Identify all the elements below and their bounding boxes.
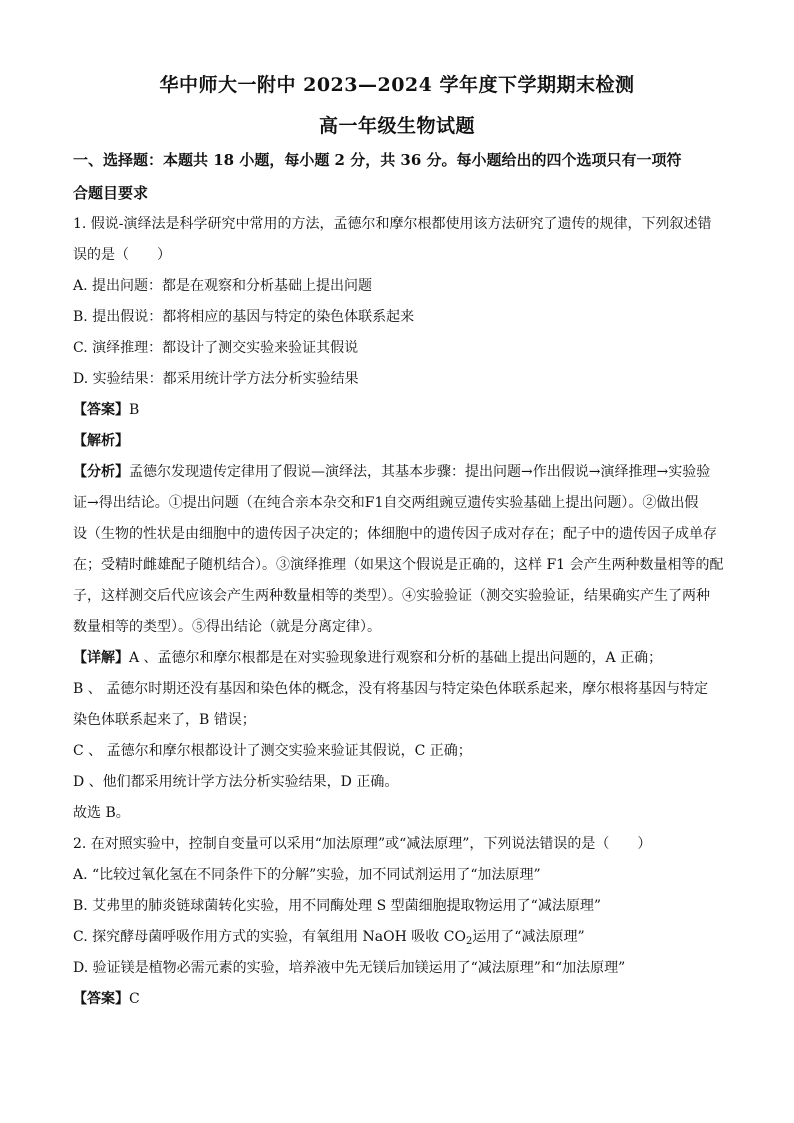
answer-tag: 【答案】 [73,402,129,418]
q1-xiangjie-line3: 染色体联系起来了，B 错误； [73,712,256,728]
q2-option-c-text: C. 探究酵母菌呼吸作用方式的实验，有氧组用 NaOH 吸收 CO [73,929,466,945]
q1-fenxi-line6: 数量相等的类型）。⑤得出结论（就是分离定律）。 [73,619,381,635]
fenxi-tag: 【分析】 [73,464,129,480]
q1-xiangjie-line2: B 、 孟德尔时期还没有基因和染色体的概念，没有将基因与特定染色体联系起来，摩尔根将基因与特定 [73,681,709,697]
xiangjie-tag: 【详解】 [73,650,129,666]
q1-fenxi-line4: 在；受精时雌雄配子随机结合）。③演绎推理（如果这个假说是正确的，这样 F1 会产生两种数量相等的配 [73,557,724,573]
q1-stem-line1: 1. 假说-演绎法是科学研究中常用的方法，孟德尔和摩尔根都使用该方法研究了遗传的规律，下列叙述错 [73,216,712,232]
q1-option-c: C. 演绎推理：都设计了测交实验来验证其假说 [73,340,359,356]
q1-option-d: D. 实验结果：都采用统计学方法分析实验结果 [73,371,359,387]
exam-subtitle: 高一年级生物试题 [318,115,475,137]
section-heading-line2: 合题目要求 [73,184,149,202]
q2-option-c-subscript: 2 [465,936,473,947]
q2-option-b: B. 艾弗里的肺炎链球菌转化实验，用不同酶处理 S 型菌细胞提取物运用了“减法原理” [73,898,601,914]
q1-fenxi-line1 [73,463,710,481]
q2-option-c [73,928,585,951]
q1-answer [73,401,139,419]
q1-stem-line2: 误的是（ ） [73,247,171,263]
q1-option-b: B. 提出假说：都将相应的基因与特定的染色体联系起来 [73,309,415,325]
q1-fenxi-line5: 子，这样测交后代应该会产生两种数量相等的类型）。④实验验证（测交实验验证，结果确实产生了两种 [73,588,710,604]
xiangjie-text: A 、孟德尔和摩尔根都是在对实验现象进行观察和分析的基础上提出问题的，A 正确； [129,650,663,666]
q2-option-d: D. 验证镁是植物必需元素的实验，培养液中先无镁后加镁运用了“减法原理”和“加法原理” [73,960,626,976]
answer-tag: 【答案】 [73,991,129,1007]
q1-xiangjie-line1 [73,649,662,667]
q1-analysis-tag: 【解析】 [73,433,129,449]
answer-value: C [129,991,140,1007]
q1-fenxi-line3: 设（生物的性状是由细胞中的遗传因子决定的；体细胞中的遗传因子成对存在；配子中的遗传因子成单存 [73,526,717,542]
q1-fenxi-line2: 证→得出结论。①提出问题（在纯合亲本杂交和F1自交两组豌豆遗传实验基础上提出问题）。②做出假 [73,495,699,511]
q1-conclusion: 故选 B。 [73,805,130,821]
section-heading-line1: 一、选择题：本题共 18 小题，每小题 2 分，共 36 分。每小题给出的四个选项只有一项符 [73,151,682,169]
q1-xiangjie-line4: C 、 孟德尔和摩尔根都设计了测交实验来验证其假说，C 正确； [73,743,472,759]
q2-stem: 2. 在对照实验中，控制自变量可以采用“加法原理”或“减法原理”，下列说法错误的是（ ） [73,836,652,852]
q1-xiangjie-line5: D 、他们都采用统计学方法分析实验结果，D 正确。 [73,774,399,790]
q2-answer [73,990,140,1008]
q1-option-a: A. 提出问题：都是在观察和分析基础上提出问题 [73,278,373,294]
q2-option-c-text-end: 运用了“减法原理” [472,929,585,945]
exam-title: 华中师大一附中 2023—2024 学年度下学期期末检测 [159,74,635,96]
answer-value: B [129,402,140,418]
fenxi-text: 孟德尔发现遗传定律用了假说—演绎法，其基本步骤：提出问题→作出假说→演绎推理→实验验 [129,464,711,480]
q2-option-a: A. “比较过氧化氢在不同条件下的分解”实验，加不同试剂运用了“加法原理” [73,867,541,883]
